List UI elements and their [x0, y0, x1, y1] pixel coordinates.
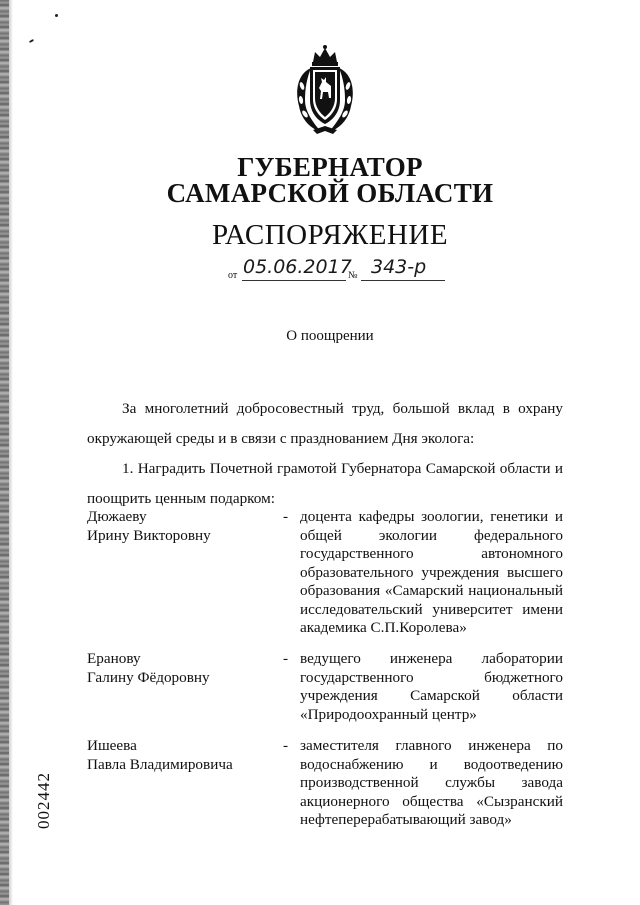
preamble-paragraph: За многолетний добросовестный труд, большой вклад в охрану окружающей среды и в связи с празднованием Дня эколога: [87, 400, 563, 447]
awardee-dash: - [283, 508, 289, 525]
awardee-dash: - [283, 737, 289, 754]
scan-edge-shadow [9, 0, 13, 905]
awardee-position: заместителя главного инженера по водоснабжению и водоотведению производственной службы завода акционерного общества «Сызранский нефтеперерабатывающий завод» [300, 737, 563, 828]
awardee-position: ведущего инженера лаборатории государственного бюджетного учреждения Самарской области «Природоохранный центр» [300, 650, 563, 723]
awardee-name [87, 650, 287, 687]
document-subject: О поощрении [286, 328, 374, 344]
scan-speck [29, 39, 34, 43]
number-value: 343-р [371, 256, 427, 278]
scan-edge [0, 0, 9, 905]
awardee-name [87, 508, 287, 545]
number-prefix: № [348, 270, 358, 281]
awardee-surname: Ишеева [87, 737, 137, 754]
registration-number: 002442 [34, 772, 53, 829]
authority-title-line1: ГУБЕРНАТОР [237, 152, 423, 182]
awardee-name [87, 737, 287, 774]
awardee-surname: Дюжаеву [87, 508, 147, 525]
coat-of-arms-icon [291, 42, 359, 138]
awardee-given-names: Павла Владимировича [87, 755, 233, 773]
awardee-surname: Еранову [87, 650, 141, 667]
awardee-given-names: Ирину Викторовну [87, 526, 211, 544]
date-value: 05.06.2017 [243, 256, 352, 278]
document-type: РАСПОРЯЖЕНИЕ [211, 219, 449, 251]
date-underline [242, 280, 346, 281]
awardee-given-names: Галину Фёдоровну [87, 668, 210, 686]
date-prefix: от [228, 270, 238, 281]
date-number-line [228, 256, 458, 286]
scan-speck [55, 14, 58, 17]
awardee-dash: - [283, 650, 289, 667]
number-underline [361, 280, 445, 281]
authority-title-line2: САМАРСКОЙ ОБЛАСТИ [166, 178, 494, 208]
item-1-paragraph: 1. Наградить Почетной грамотой Губернатора Самарской области и поощрить ценным подарком: [87, 460, 563, 507]
awardee-position: доцента кафедры зоологии, генетики и общей экологии федерального государственного автономного образовательного учреждения высшего образования «Самарский национальный исследовательский университет имени академика С.П.Королева» [300, 508, 563, 636]
